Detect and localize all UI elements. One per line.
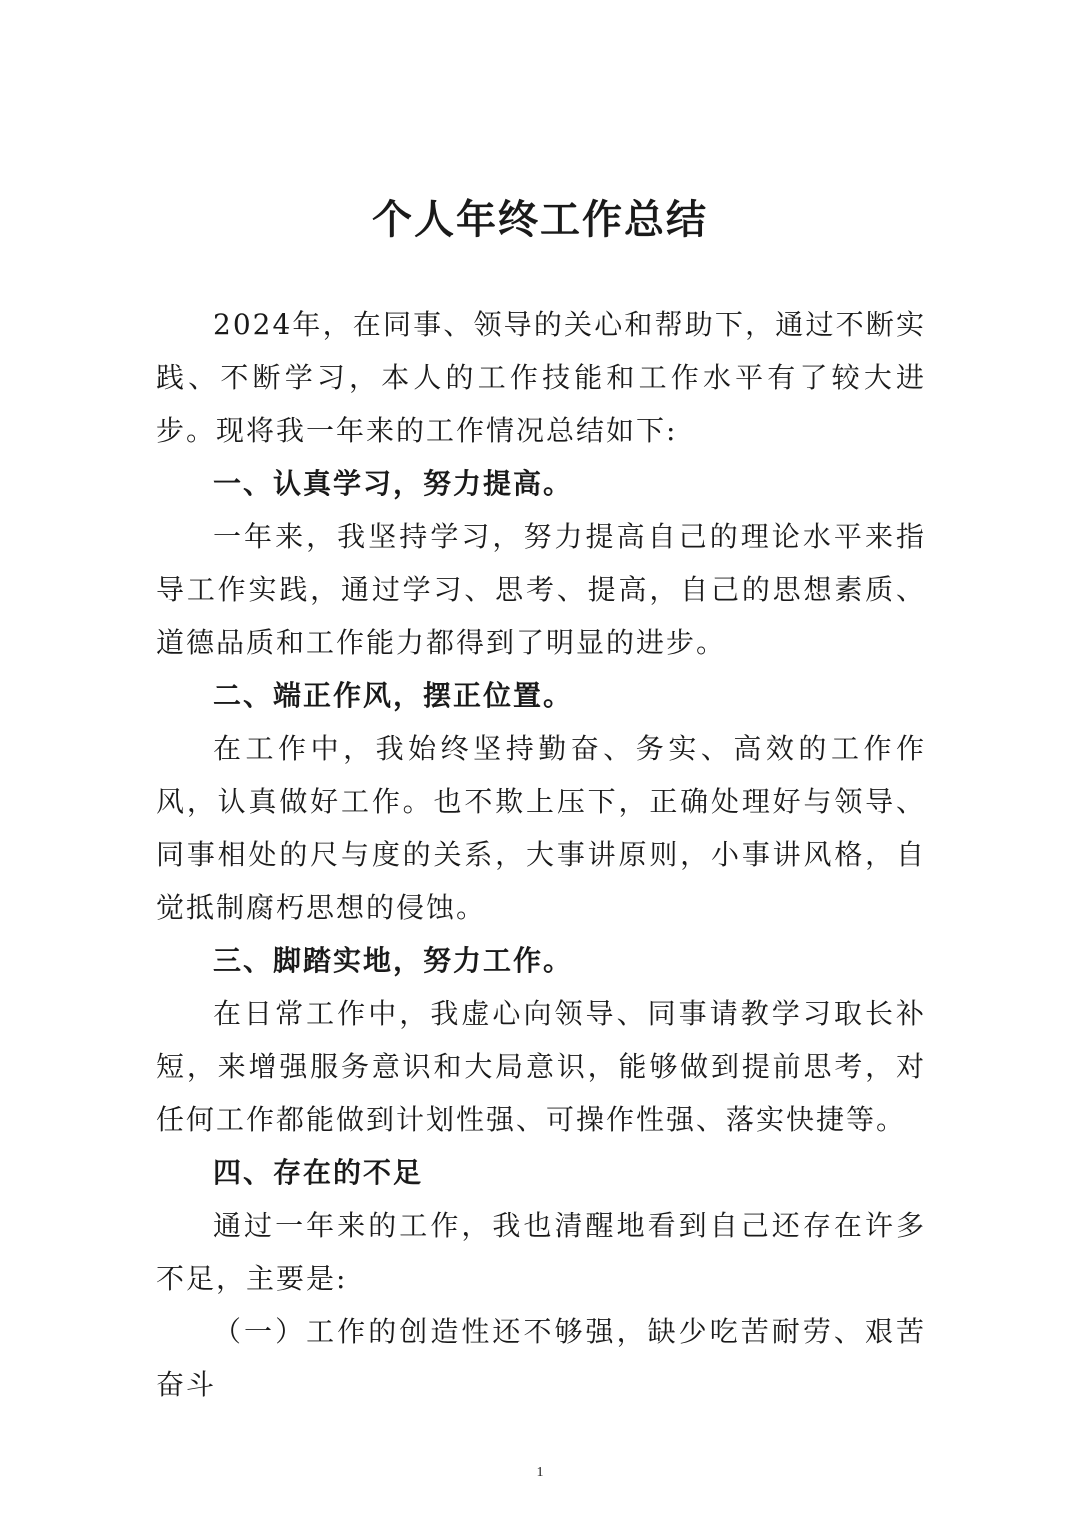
section-heading-4: 四、存在的不足 [213, 1156, 424, 1189]
section-heading-3: 三、脚踏实地，努力工作。 [213, 944, 574, 977]
document-title: 个人年终工作总结 [372, 197, 708, 243]
document-body [156, 298, 926, 1411]
page-number: 1 [536, 1465, 544, 1480]
section-paragraph-3: 在日常工作中，我虚心向领导、同事请教学习取长补短，来增强服务意识和大局意识，能够做到提前思考，对任何工作都能做到计划性强、可操作性强、落实快捷等。 [156, 997, 926, 1136]
subsection-item-1: （一）工作的创造性还不够强，缺少吃苦耐劳、艰苦奋斗 [156, 1315, 926, 1401]
section-paragraph-2: 在工作中，我始终坚持勤奋、务实、高效的工作作风，认真做好工作。也不欺上压下，正确处理好与领导、同事相处的尺与度的关系，大事讲原则，小事讲风格，自觉抵制腐朽思想的侵蚀。 [156, 732, 926, 924]
section-heading-2: 二、端正作风，摆正位置。 [213, 679, 574, 712]
intro-paragraph: 2024年，在同事、领导的关心和帮助下，通过不断实践、不断学习，本人的工作技能和工作水平有了较大进步。现将我一年来的工作情况总结如下: [156, 308, 926, 447]
section-paragraph-1: 一年来，我坚持学习，努力提高自己的理论水平来指导工作实践，通过学习、思考、提高，自己的思想素质、道德品质和工作能力都得到了明显的进步。 [156, 520, 926, 659]
section-heading-1: 一、认真学习，努力提高。 [213, 467, 574, 500]
section-paragraph-4: 通过一年来的工作，我也清醒地看到自己还存在许多不足，主要是: [156, 1209, 926, 1295]
